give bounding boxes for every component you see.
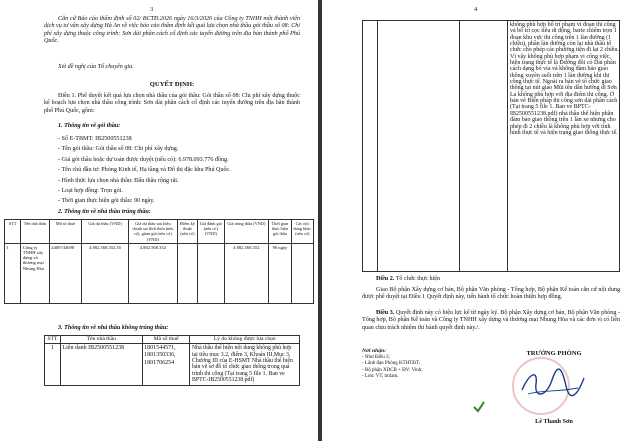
signer-title: TRƯỞNG PHÒNG bbox=[526, 350, 582, 357]
table-continuation bbox=[362, 20, 620, 272]
recipients-title: Nơi nhận: bbox=[362, 348, 386, 354]
table-header-cell: Giá dự thầu sau hiệu chỉnh sai lệch thừa (nếu có), giảm giá (nếu có) (VND) bbox=[128, 220, 177, 244]
table-header-cell: Giá trúng thầu (VND) bbox=[224, 220, 269, 244]
table-cell: 1 bbox=[45, 344, 61, 385]
page-number: 4 bbox=[474, 6, 478, 13]
decision-title: QUYẾT ĐỊNH: bbox=[149, 81, 195, 88]
table-cell: Công ty TNHH xây dựng và thương mại Nhung Hòa bbox=[21, 243, 49, 303]
reason-continuation: không phù hợp bố trí phạm vi đoạn thi công và bố trí cọc tiêu di động, barie chiếm trọn 1 đoạn khu vực thi công trên 1 làn đường (1 chiều), phần làn đường còn lại nhà thầu tổ chức cho phép các phương tiện đi lại 2 chiều. Vì vậy không phù hợp phạm vi công việc, hiện trạng thực tế là Đường đôi có Dải phân cách dạng bó vỉa và không đảm bảo giao thông xuyên suốt trên 1 làn đường khi thi công thực tế. Ngoài ra bản vẽ tổ chức giao thông tại nút giao Mũi tên dẫn hướng di Sơn La không phù hợp với địa điểm thi công. Ở bản vẽ Biện pháp thi công sơn dải phân cách (Tại trang 5 file 1. Ban ve BPTC-IB2500551238.pdf) nhà thầu thể hiện phần đảm bảo giao thông trên 1 làn xe nhưng cho phép đi 2 chiều là không phù hợp với tình hình thực tế và hiện trạng giao thông thực tế. bbox=[510, 22, 619, 136]
table-cell: Liên danh IB2500551238 bbox=[60, 344, 142, 385]
table-cell bbox=[177, 243, 197, 303]
article-1: Điều 1. Phê duyệt kết quả lựa chọn nhà thầu của gói thầu: Gói thầu số 08: Chi phí xây dựng thuộc kế hoạch lựa chọn nhà thầu công trình: Sơn dải phân cách cố định các tuyến đường trên địa bàn thành phố Phú Quốc, gồm: bbox=[44, 93, 300, 114]
table-header-row bbox=[5, 220, 314, 244]
list-item: - Giá gói thầu hoặc dự toán được duyệt (nếu có): 6.978.093.776 đồng. bbox=[58, 156, 229, 163]
list-item: - Thời gian thực hiện gói thầu: 90 ngày. bbox=[58, 198, 155, 205]
table-header-cell: Tên nhà thầu bbox=[60, 336, 142, 344]
section-1-title: 1. Thông tin về gói thầu: bbox=[58, 123, 121, 129]
section-2-title: 2. Thông tin về nhà thầu trúng thầu: bbox=[58, 209, 151, 215]
page-number: 3 bbox=[150, 6, 154, 13]
losing-bidder-table bbox=[44, 335, 300, 386]
table-cell: 4.882.568.352,55 bbox=[82, 243, 129, 303]
package-info-list bbox=[58, 134, 298, 207]
table-cell: 1801544571, 1801350336, 1801706254 bbox=[142, 344, 190, 385]
article-3-body bbox=[362, 310, 620, 332]
section-3-title: 3. Thông tin về nhà thầu không trúng thầu: bbox=[58, 325, 169, 331]
table-cell: 1 bbox=[5, 243, 21, 303]
table-header-cell: Điểm kỹ thuật (nếu có) bbox=[177, 220, 197, 244]
table-header-cell: Mã số thuế bbox=[142, 336, 190, 344]
divider bbox=[507, 21, 508, 271]
list-item: - Loại hợp đồng: Trọn gói. bbox=[58, 188, 123, 195]
list-item: - Hình thức lựa chọn nhà thầu: Đấu thầu rộng rãi. bbox=[58, 177, 179, 184]
article-3-title: Điều 3. bbox=[376, 310, 395, 316]
article-2-text: Tổ chức thực hiện bbox=[395, 276, 441, 282]
list-item: - Lãnh đạo Phòng KTHTĐT; bbox=[362, 361, 421, 367]
checkmark-icon bbox=[472, 400, 486, 414]
table-cell: Nhà thầu thể hiện nội dung không phù hợp tại tiêu mục 3.2, điểm 3, Khoản III,Mục 3, Chương III của E-HSMT Nhà thầu thể hiện bản vẽ sơ đồ tổ chức giao thông trong quá trình thi công (Tại trang 5 file 1. Ban ve BPTC-IB2500551238.pdf) bbox=[190, 344, 300, 385]
table-header-cell: Thời gian thực hiện gói thầu bbox=[269, 220, 291, 244]
table-header-cell: Tên nhà thầu bbox=[21, 220, 49, 244]
divider bbox=[459, 21, 460, 271]
signature-image bbox=[518, 364, 588, 402]
table-cell bbox=[198, 243, 224, 303]
document-page-3 bbox=[0, 0, 318, 441]
table-header-cell: STT bbox=[45, 336, 61, 344]
list-item: - Như Điều 3; bbox=[362, 355, 390, 360]
article-2-heading bbox=[376, 276, 576, 283]
table-cell: 4.882.568.352 bbox=[224, 243, 269, 303]
article-3-text: Quyết định này có hiệu lực kể từ ngày ký. Bộ phận Xây dựng cơ bản, Bộ phận Văn phòng - Tổng hợp, Bộ phận Kế toán và Công ty TNHH xây dựng và thương mại Nhung Hòa và các đơn vị có liên quan chịu trách nhiệm thi hành quyết định này./. bbox=[362, 310, 620, 331]
article-2-body: Giao Bộ phận Xây dựng cơ bản, Bộ phận Văn phòng - Tổng hợp, Bộ phận Kế toán căn cứ nội dung được phê duyệt tại Điều 1 Quyết định này, tiến hành tổ chức hoàn thiện hợp đồng. bbox=[362, 287, 620, 301]
preamble-paragraph: Căn cứ Báo cáo thẩm định số 02/ BCTĐ.2026 ngày 16/3/2026 của Công ty TNHH một thành viên dịch vụ tư vấn xây dựng Hà An về việc báo cáo thẩm định kết quả lựa chọn nhà thầu gói thầu số 08: Chi phí xây dựng thuộc công trình: Sơn dải phân cách cố định các tuyến đường trên địa bàn thành phố Phú Quốc. bbox=[44, 16, 300, 45]
table-header-cell: Các nội dung khác (nếu có) bbox=[291, 220, 313, 244]
table-cell: 90 ngày bbox=[269, 243, 291, 303]
table-cell bbox=[291, 243, 313, 303]
recipients-list bbox=[362, 355, 472, 381]
table-header-cell: Lý do không được lựa chọn bbox=[190, 336, 300, 344]
document-page-4 bbox=[322, 0, 640, 441]
table-row bbox=[5, 243, 314, 303]
list-item: - Số E-TBMT: IB2500551238 bbox=[58, 136, 132, 142]
table-cell: 2400744698 bbox=[49, 243, 82, 303]
consider-line: Xét đề nghị của Tổ chuyên gia. bbox=[58, 64, 134, 70]
table-header-row bbox=[45, 336, 300, 344]
winning-bidder-table bbox=[4, 219, 314, 304]
signer-name: Lê Thanh Sơn bbox=[535, 418, 573, 425]
table-header-cell: Mã số thuế bbox=[49, 220, 82, 244]
table-header-cell: Giá đánh giá (nếu có) (VND) bbox=[198, 220, 224, 244]
list-item: - Lưu: VT, tmlam. bbox=[362, 374, 399, 380]
list-item: - Tên chủ đầu tư: Phòng Kinh tế, Hạ tầng và Đô thị đặc khu Phú Quốc. bbox=[58, 167, 231, 174]
table-header-cell: STT bbox=[5, 220, 21, 244]
table-cell: 4.882.568.352 bbox=[128, 243, 177, 303]
divider bbox=[377, 21, 378, 271]
table-header-cell: Giá dự thầu (VND) bbox=[82, 220, 129, 244]
list-item: - Bộ phận XDCB + ĐV: Vinh; bbox=[362, 367, 423, 373]
list-item: - Tên gói thầu: Gói thầu số 08: Chi phí xây dựng. bbox=[58, 146, 179, 153]
article-2-title: Điều 2. bbox=[376, 276, 395, 282]
table-row bbox=[45, 344, 300, 385]
